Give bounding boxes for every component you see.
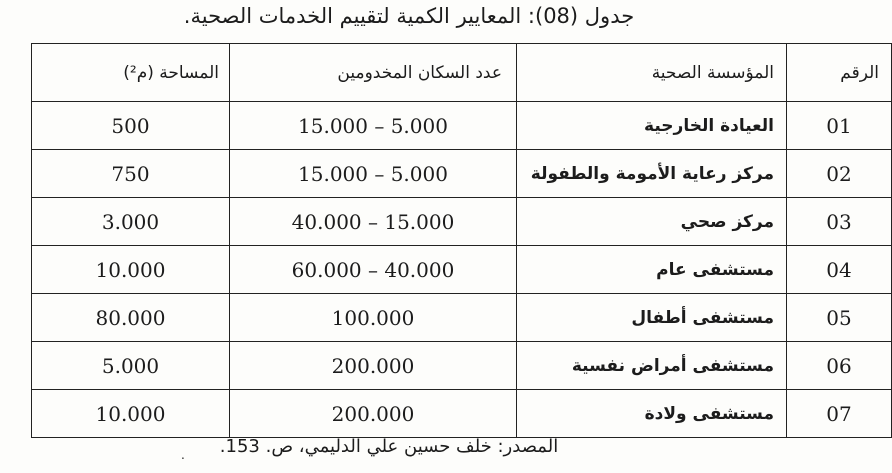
header-number: الرقم xyxy=(787,44,892,102)
table-row xyxy=(32,342,892,390)
cell-population: 15.000 – 5.000 xyxy=(230,150,517,198)
header-area: المساحة (م²) xyxy=(32,44,230,102)
table-row xyxy=(32,102,892,150)
cell-institution: مركز صحي xyxy=(517,198,787,246)
stray-dot: . xyxy=(181,448,185,462)
cell-population: 100.000 xyxy=(230,294,517,342)
cell-area: 10.000 xyxy=(32,390,230,438)
standards-table xyxy=(31,43,892,438)
cell-population: 200.000 xyxy=(230,342,517,390)
table-row xyxy=(32,198,892,246)
table-row xyxy=(32,390,892,438)
table-row xyxy=(32,150,892,198)
source-note: المصدر: خلف حسين علي الدليمي، ص. 153. xyxy=(219,436,559,457)
header-institution: المؤسسة الصحية xyxy=(517,44,787,102)
cell-institution: مستشفى أطفال xyxy=(517,294,787,342)
table-row xyxy=(32,294,892,342)
cell-area: 10.000 xyxy=(32,246,230,294)
cell-institution: مركز رعاية الأمومة والطفولة xyxy=(517,150,787,198)
cell-number: 03 xyxy=(787,198,892,246)
table-container xyxy=(31,43,879,435)
cell-number: 07 xyxy=(787,390,892,438)
cell-number: 06 xyxy=(787,342,892,390)
cell-institution: العيادة الخارجية xyxy=(517,102,787,150)
table-header-row xyxy=(32,44,892,102)
cell-population: 15.000 – 5.000 xyxy=(230,102,517,150)
cell-institution: مستشفى عام xyxy=(517,246,787,294)
cell-population: 40.000 – 15.000 xyxy=(230,198,517,246)
table-caption: جدول (08): المعايير الكمية لتقييم الخدمات الصحية. xyxy=(183,4,635,28)
cell-population: 60.000 – 40.000 xyxy=(230,246,517,294)
cell-number: 05 xyxy=(787,294,892,342)
cell-number: 02 xyxy=(787,150,892,198)
cell-institution: مستشفى أمراض نفسية xyxy=(517,342,787,390)
table-row xyxy=(32,246,892,294)
cell-population: 200.000 xyxy=(230,390,517,438)
cell-area: 80.000 xyxy=(32,294,230,342)
cell-institution: مستشفى ولادة xyxy=(517,390,787,438)
cell-area: 750 xyxy=(32,150,230,198)
cell-number: 01 xyxy=(787,102,892,150)
cell-area: 500 xyxy=(32,102,230,150)
cell-number: 04 xyxy=(787,246,892,294)
header-population: عدد السكان المخدومين xyxy=(230,44,517,102)
cell-area: 3.000 xyxy=(32,198,230,246)
cell-area: 5.000 xyxy=(32,342,230,390)
